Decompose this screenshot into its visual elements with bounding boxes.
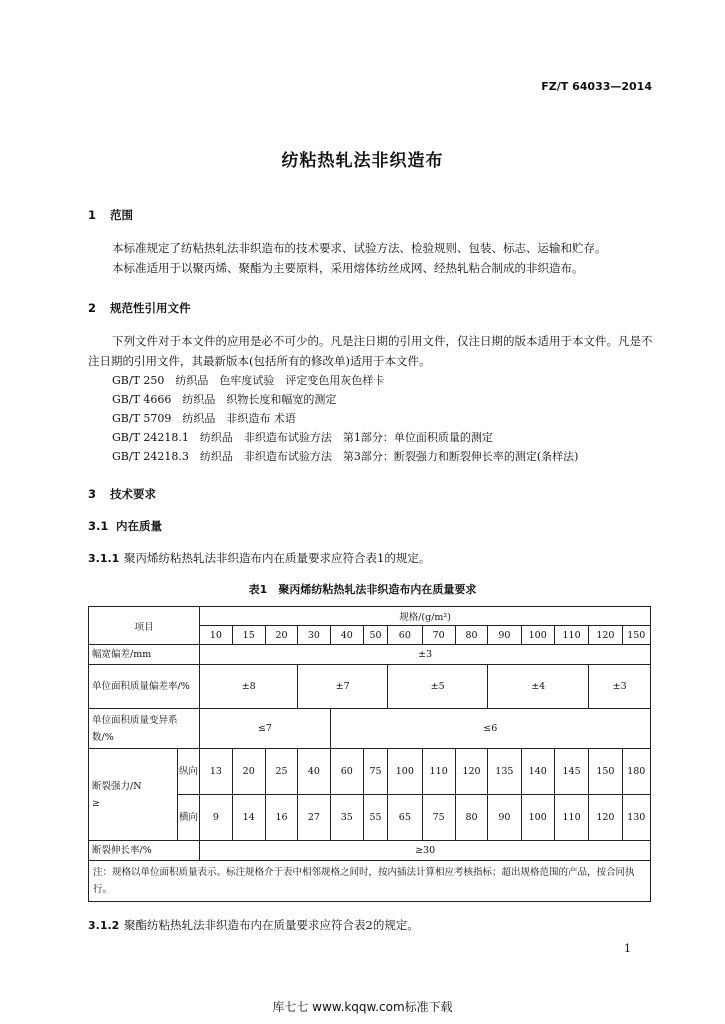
- clause-number: 3.1.2: [88, 919, 120, 932]
- md-value: 110: [422, 749, 455, 795]
- spec-cell: 150: [622, 626, 650, 645]
- strength-ge: ≥: [92, 797, 100, 809]
- cd-value: 100: [521, 795, 554, 841]
- cd-value: 35: [330, 795, 363, 841]
- page-title: 纺粘热轧法非织造布: [281, 151, 444, 171]
- spec-cell: 50: [363, 626, 387, 645]
- strength-label: [89, 749, 178, 841]
- clause-3-1-1: [88, 548, 430, 569]
- table-note: 注：规格以单位面积质量表示。标注规格介于表中相邻规格之间时，按内插法计算相应考核指标；超出规格范围的产品，按合同执行。: [89, 861, 651, 902]
- spec-cell: 120: [589, 626, 622, 645]
- reference-item: GB/T 24218.1 纺织品 非织造布试验方法 第1部分：单位面积质量的测定: [112, 431, 493, 444]
- section-1-heading: [88, 207, 133, 223]
- md-value: 135: [488, 749, 521, 795]
- scope-paragraph-2: 本标准适用于以聚丙烯、聚酯为主要原料，采用熔体纺丝成网、经热轧粘合制成的非织造布。: [112, 261, 584, 275]
- elong-label: 断裂伸长率/%: [89, 841, 200, 861]
- md-value: 100: [388, 749, 422, 795]
- section-title: 范围: [110, 208, 133, 222]
- clause-text: 聚丙烯纺粘热轧法非织造布内在质量要求应符合表1的规定。: [124, 551, 431, 565]
- md-value: 75: [363, 749, 387, 795]
- section-title: 内在质量: [116, 519, 162, 533]
- spec-cell: 10: [200, 626, 232, 645]
- cd-value: 27: [298, 795, 330, 841]
- mass-dev-value: ±7: [298, 665, 388, 709]
- reference-list: [88, 371, 658, 466]
- quality-table: [88, 606, 651, 902]
- md-label: 纵向: [177, 749, 199, 795]
- cd-value: 65: [388, 795, 422, 841]
- spec-cell: 90: [488, 626, 521, 645]
- reference-item: GB/T 24218.3 纺织品 非织造布试验方法 第3部分：断裂强力和断裂伸长率的测定(条样法): [112, 450, 579, 463]
- cd-value: 80: [455, 795, 487, 841]
- reference-item: GB/T 250 纺织品 色牢度试验 评定变色用灰色样卡: [112, 374, 385, 387]
- spec-cell: 20: [265, 626, 297, 645]
- table-caption: 表1 聚丙烯纺粘热轧法非织造布内在质量要求: [248, 583, 477, 596]
- elong-value: ≥30: [200, 841, 651, 861]
- cd-label: 横向: [177, 795, 199, 841]
- section-title: 规范性引用文件: [110, 301, 191, 315]
- md-value: 40: [298, 749, 330, 795]
- scope-paragraph-1: 本标准规定了纺粘热轧法非织造布的技术要求、试验方法、检验规则、包装、标志、运输和贮存。: [112, 241, 607, 255]
- cv-value: ≤7: [200, 709, 330, 749]
- mass-dev-label: 单位面积质量偏差率/%: [89, 665, 200, 709]
- mass-dev-value: ±8: [200, 665, 298, 709]
- md-value: 180: [622, 749, 650, 795]
- cd-value: 130: [622, 795, 650, 841]
- clause-number: 3.1.1: [88, 552, 120, 565]
- cv-row: [89, 709, 651, 749]
- section-2-heading: [88, 300, 191, 316]
- md-value: 145: [554, 749, 588, 795]
- spec-cell: 100: [521, 626, 554, 645]
- section-number: 2: [88, 301, 97, 315]
- strength-md-row: [89, 749, 651, 795]
- clause-3-1-2: [88, 915, 419, 936]
- md-value: 13: [200, 749, 232, 795]
- cd-value: 9: [200, 795, 232, 841]
- page-number: 1: [624, 942, 631, 955]
- spec-cell: 60: [388, 626, 422, 645]
- section-title: 技术要求: [110, 487, 156, 501]
- spec-cell: 80: [455, 626, 487, 645]
- cd-value: 14: [232, 795, 265, 841]
- reference-item: GB/T 5709 纺织品 非织造布 术语: [112, 412, 296, 425]
- cd-value: 16: [265, 795, 297, 841]
- cd-value: 55: [363, 795, 387, 841]
- md-value: 60: [330, 749, 363, 795]
- mass-dev-value: ±5: [388, 665, 488, 709]
- normative-intro: 下列文件对于本文件的应用是必不可少的。凡是注日期的引用文件，仅注日期的版本适用于本文件。凡是不注日期的引用文件，其最新版本(包括所有的修改单)适用于本文件。: [88, 334, 653, 368]
- mass-dev-row: [89, 665, 651, 709]
- cv-value: ≤6: [330, 709, 650, 749]
- cd-value: 110: [554, 795, 588, 841]
- cv-label: 单位面积质量变异系数/%: [89, 709, 200, 749]
- md-value: 25: [265, 749, 297, 795]
- spec-cell: 15: [232, 626, 265, 645]
- spec-cell: 70: [422, 626, 455, 645]
- md-value: 140: [521, 749, 554, 795]
- section-3-heading: [88, 486, 156, 502]
- footer-watermark: 库七七 www.kqqw.com标准下载: [272, 1000, 453, 1014]
- spec-header: 规格/(g/m²): [200, 607, 651, 626]
- spec-cell: 30: [298, 626, 330, 645]
- md-value: 150: [589, 749, 622, 795]
- clause-text: 聚酯纺粘热轧法非织造布内在质量要求应符合表2的规定。: [124, 918, 419, 932]
- section-number: 3: [88, 487, 97, 501]
- spec-cell: 110: [554, 626, 588, 645]
- section-1-body: [88, 238, 658, 278]
- width-row: [89, 645, 651, 665]
- mass-dev-value: ±4: [488, 665, 589, 709]
- note-row: [89, 861, 651, 902]
- mass-dev-value: ±3: [589, 665, 651, 709]
- md-value: 20: [232, 749, 265, 795]
- md-value: 120: [455, 749, 487, 795]
- section-number: 1: [88, 208, 97, 222]
- width-label: 幅宽偏差/mm: [89, 645, 200, 665]
- standard-code: FZ/T 64033—2014: [541, 80, 652, 93]
- reference-item: GB/T 4666 纺织品 织物长度和幅宽的测定: [112, 393, 337, 406]
- spec-cell: 40: [330, 626, 363, 645]
- strength-label-text: 断裂强力/N: [92, 780, 142, 792]
- section-number: 3.1: [88, 519, 109, 533]
- cd-value: 90: [488, 795, 521, 841]
- cd-value: 75: [422, 795, 455, 841]
- item-header: 项目: [89, 607, 200, 645]
- elong-row: [89, 841, 651, 861]
- width-value: ±3: [200, 645, 651, 665]
- cd-value: 120: [589, 795, 622, 841]
- section-3-1-heading: [88, 518, 162, 534]
